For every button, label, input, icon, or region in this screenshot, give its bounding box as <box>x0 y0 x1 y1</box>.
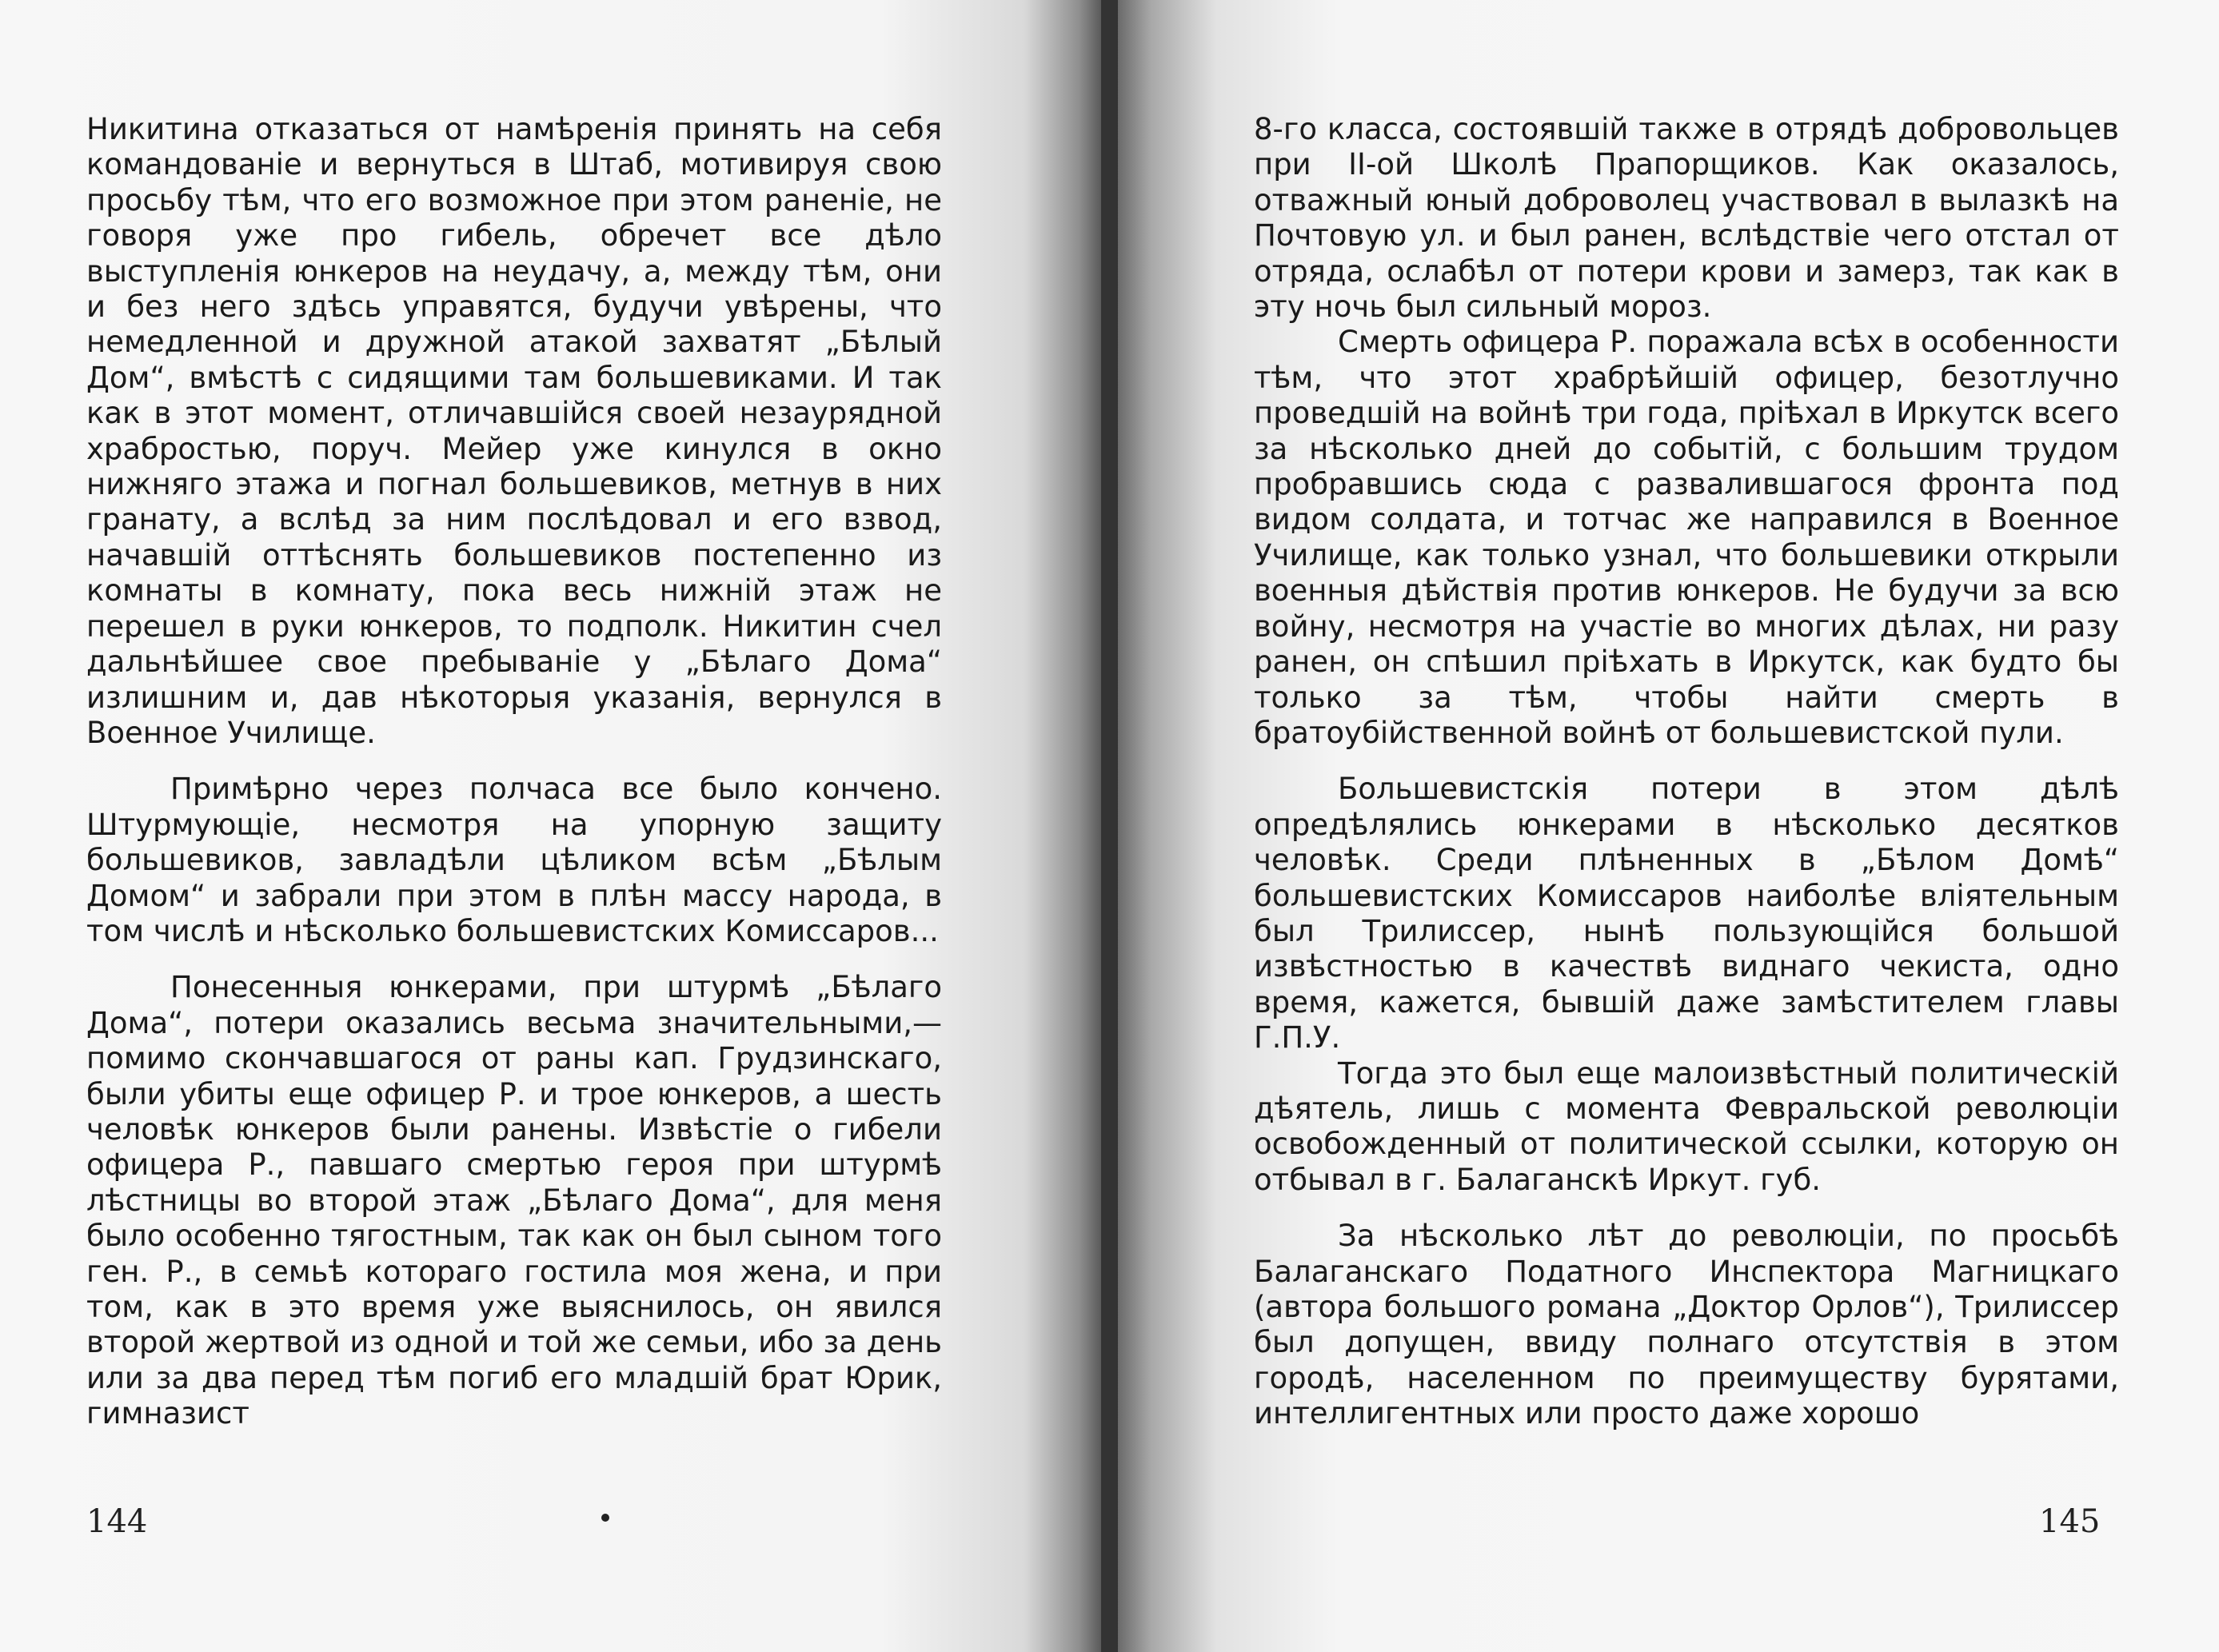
left-paragraph-3: Понесенныя юнкерами, при штурмѣ „Бѣлаго Дома“, потери оказались весьма значительными,— помимо скончавшагося от раны кап. Грудзинскаго, были убиты еще офицер Р. и трое юнкеров, а шесть человѣк юнкеров были ранены. Извѣстіе о гибели офицера Р., павшаго смертью героя при штурмѣ лѣстницы во второй этаж „Бѣлаго Дома“, для меня было особенно тягостным, так как он был сыном того ген. Р., в семьѣ котораго гостила моя жена, и при том, как в это время уже выяснилось, он явился второй жертвой из одной и той же семьи, ибо за день или за два перед тѣм погиб его младшій брат Юрик, гимназист <box>86 970 942 1431</box>
right-paragraph-2: Смерть офицера Р. поражала всѣх в особенности тѣм, что этот храбрѣйшій офицер, безотлучно проведшій на войнѣ три года, пріѣхал в Иркутск всего за нѣсколько дней до событій, с большим трудом пробравшись сюда с развалившагося фронта под видом солдата, и тотчас же направился в Военное Училище, как только узнал, что большевики открыли военныя дѣйствія против юнкеров. Не будучи за всю войну, несмотря на участіе во многих дѣлах, ни разу ранен, он спѣшил пріѣхать в Иркутск, как будто бы только за тѣм, чтобы найти смерть в братоубійственной войнѣ от большевистской пули. <box>1254 325 2119 750</box>
right-paragraph-4: Тогда это был еще малоизвѣстный политическій дѣятель, лишь с момента Февральской революціи освобожденный от политической ссылки, которую он отбывал в г. Балаганскѣ Иркут. губ. <box>1254 1055 2119 1197</box>
right-paragraph-1: 8-го класса, состоявшій также в отрядѣ добровольцев при II-ой Школѣ Прапорщиков. Как оказалось, отважный юный доброволец участвовал в вылазкѣ на Почтовую ул. и был ранен, вслѣдствіе чего отстал от отряда, ослабѣл от потери крови и замерз, так как в эту ночь был сильный мороз. <box>1254 112 2119 325</box>
right-page-text <box>1254 112 2119 1432</box>
left-paragraph-1: Никитина отказаться от намѣренія принять на себя командованіе и вернуться в Штаб, мотивируя свою просьбу тѣм, что его возможное при этом раненіе, не говоря уже про гибель, обречет все дѣло выступленія юнкеров на неудачу, а, между тѣм, они и без него здѣсь управятся, будучи увѣрены, что немедленной и дружной атакой захватят „Бѣлый Дом“, вмѣстѣ с сидящими там большевиками. И так как в этот момент, отличавшійся своей незаурядной храбростью, поруч. Мейер уже кинулся в окно нижняго этажа и погнал большевиков, метнув в них гранату, а вслѣд за ним послѣдовал и его взвод, начавшій оттѣснять большевиков постепенно из комнаты в комнату, пока весь нижній этаж не перешел в руки юнкеров, то подполк. Никитин счел дальнѣйшее свое пребываніе у „Бѣлаго Дома“ излишним и, дав нѣкоторыя указанія, вернулся в Военное Училище. <box>86 112 942 750</box>
right-page <box>1118 0 2219 1652</box>
right-paragraph-5: За нѣсколько лѣт до революціи, по просьбѣ Балаганскаго Податного Инспектора Магницкаго (автора большого романа „Доктор Орлов“), Трилиссер был допущен, ввиду полнаго отсутствія в этом городѣ, населенном по преимуществу бурятами, интеллигентных или просто даже хорошо <box>1254 1219 2119 1431</box>
ink-speck <box>601 1514 609 1522</box>
left-paragraph-2: Примѣрно через полчаса все было кончено. Штурмующіе, несмотря на упорную защиту большевиков, завладѣли цѣликом всѣм „Бѣлым Домом“ и забрали при этом в плѣн массу народа, в том числѣ и нѣсколько большевистских Комиссаров... <box>86 772 942 948</box>
left-page-number: 144 <box>86 1503 148 1540</box>
right-paragraph-3: Большевистскія потери в этом дѣлѣ опредѣлялись юнкерами в нѣсколько десятков человѣк. Среди плѣненных в „Бѣлом Домѣ“ большевистских Комиссаров наиболѣе вліятельным был Трилиссер, нынѣ пользующійся большой извѣстностью в качествѣ виднаго чекиста, одно время, кажется, бывшій даже замѣстителем главы Г.П.У. <box>1254 772 2119 1055</box>
left-page <box>0 0 1101 1652</box>
book-gutter <box>1101 0 1118 1652</box>
left-page-text <box>86 112 942 1432</box>
right-page-number: 145 <box>2039 1503 2101 1540</box>
